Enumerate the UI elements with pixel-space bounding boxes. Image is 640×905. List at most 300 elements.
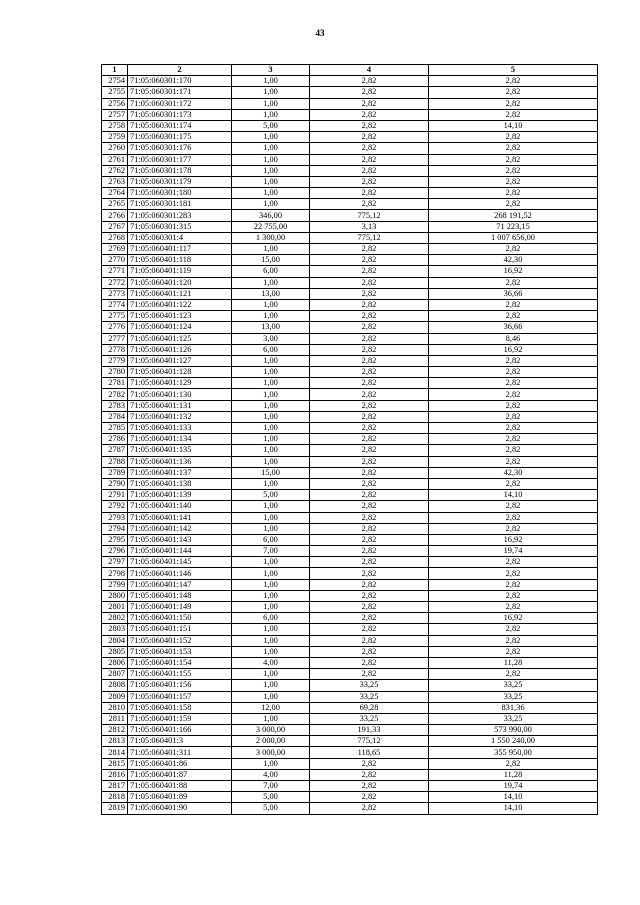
table-row bbox=[102, 702, 598, 713]
value-cell: 33,25 bbox=[429, 713, 598, 724]
rate-cell: 2,82 bbox=[310, 546, 429, 557]
rate-cell: 2,82 bbox=[310, 244, 429, 255]
area-cell: 4,00 bbox=[232, 769, 310, 780]
cadastral-number-cell: 71:05:060301:180 bbox=[128, 188, 232, 199]
rate-cell: 2,82 bbox=[310, 579, 429, 590]
row-number-cell: 2786 bbox=[102, 434, 128, 445]
cadastral-number-cell: 71:05:060401:118 bbox=[128, 255, 232, 266]
table-row bbox=[102, 758, 598, 769]
row-number-cell: 2808 bbox=[102, 680, 128, 691]
cadastral-number-cell: 71:05:060401:124 bbox=[128, 322, 232, 333]
table-row bbox=[102, 311, 598, 322]
cadastral-number-cell: 71:05:060301:170 bbox=[128, 76, 232, 87]
value-cell: 2,82 bbox=[429, 76, 598, 87]
cadastral-number-cell: 71:05:060301:4 bbox=[128, 232, 232, 243]
table-row bbox=[102, 646, 598, 657]
value-cell: 2,82 bbox=[429, 311, 598, 322]
row-number-cell: 2766 bbox=[102, 210, 128, 221]
value-cell: 2,82 bbox=[429, 669, 598, 680]
area-cell: 1,00 bbox=[232, 244, 310, 255]
row-number-cell: 2811 bbox=[102, 713, 128, 724]
value-cell: 71 223,15 bbox=[429, 221, 598, 232]
table-row bbox=[102, 445, 598, 456]
area-cell: 15,00 bbox=[232, 467, 310, 478]
table-row bbox=[102, 288, 598, 299]
cadastral-number-cell: 71:05:060401:90 bbox=[128, 803, 232, 814]
value-cell: 2,82 bbox=[429, 456, 598, 467]
row-number-cell: 2792 bbox=[102, 501, 128, 512]
table-row bbox=[102, 546, 598, 557]
table-row bbox=[102, 400, 598, 411]
row-number-cell: 2771 bbox=[102, 266, 128, 277]
area-cell: 1,00 bbox=[232, 411, 310, 422]
row-number-cell: 2801 bbox=[102, 602, 128, 613]
cadastral-number-cell: 71:05:060301:178 bbox=[128, 165, 232, 176]
value-cell: 2,82 bbox=[429, 602, 598, 613]
table-row bbox=[102, 266, 598, 277]
area-cell: 1,00 bbox=[232, 367, 310, 378]
cadastral-number-cell: 71:05:060401:86 bbox=[128, 758, 232, 769]
value-cell: 355 950,00 bbox=[429, 747, 598, 758]
rate-cell: 2,82 bbox=[310, 143, 429, 154]
table-row bbox=[102, 669, 598, 680]
table-row bbox=[102, 534, 598, 545]
row-number-cell: 2777 bbox=[102, 333, 128, 344]
row-number-cell: 2793 bbox=[102, 512, 128, 523]
rate-cell: 2,82 bbox=[310, 277, 429, 288]
table-row bbox=[102, 87, 598, 98]
rate-cell: 33,25 bbox=[310, 713, 429, 724]
table-row bbox=[102, 143, 598, 154]
cadastral-number-cell: 71:05:060401:129 bbox=[128, 378, 232, 389]
cadastral-number-cell: 71:05:060401:152 bbox=[128, 635, 232, 646]
rate-cell: 2,82 bbox=[310, 758, 429, 769]
rate-cell: 2,82 bbox=[310, 400, 429, 411]
table-row bbox=[102, 781, 598, 792]
cadastral-number-cell: 71:05:060401:134 bbox=[128, 434, 232, 445]
rate-cell: 2,82 bbox=[310, 512, 429, 523]
row-number-cell: 2794 bbox=[102, 523, 128, 534]
area-cell: 1,00 bbox=[232, 299, 310, 310]
rate-cell: 2,82 bbox=[310, 154, 429, 165]
cadastral-number-cell: 71:05:060401:126 bbox=[128, 344, 232, 355]
rate-cell: 2,82 bbox=[310, 523, 429, 534]
area-cell: 1,00 bbox=[232, 423, 310, 434]
rate-cell: 118,65 bbox=[310, 747, 429, 758]
area-cell: 1 300,00 bbox=[232, 232, 310, 243]
cadastral-number-cell: 71:05:060401:131 bbox=[128, 400, 232, 411]
value-cell: 2,82 bbox=[429, 244, 598, 255]
table-row bbox=[102, 98, 598, 109]
area-cell: 1,00 bbox=[232, 523, 310, 534]
row-number-cell: 2764 bbox=[102, 188, 128, 199]
rate-cell: 2,82 bbox=[310, 624, 429, 635]
table-row bbox=[102, 322, 598, 333]
row-number-cell: 2769 bbox=[102, 244, 128, 255]
area-cell: 7,00 bbox=[232, 781, 310, 792]
value-cell: 2,82 bbox=[429, 590, 598, 601]
area-cell: 1,00 bbox=[232, 557, 310, 568]
value-cell: 14,10 bbox=[429, 490, 598, 501]
value-cell: 2,82 bbox=[429, 143, 598, 154]
cadastral-number-cell: 71:05:060401:138 bbox=[128, 478, 232, 489]
value-cell: 33,25 bbox=[429, 680, 598, 691]
row-number-cell: 2773 bbox=[102, 288, 128, 299]
table-row bbox=[102, 199, 598, 210]
cadastral-number-cell: 71:05:060401:123 bbox=[128, 311, 232, 322]
rate-cell: 2,82 bbox=[310, 344, 429, 355]
value-cell: 2,82 bbox=[429, 378, 598, 389]
row-number-cell: 2798 bbox=[102, 568, 128, 579]
cadastral-number-cell: 71:05:060301:315 bbox=[128, 221, 232, 232]
area-cell: 1,00 bbox=[232, 691, 310, 702]
area-cell: 13,00 bbox=[232, 288, 310, 299]
value-cell: 2,82 bbox=[429, 109, 598, 120]
rate-cell: 2,82 bbox=[310, 467, 429, 478]
row-number-cell: 2815 bbox=[102, 758, 128, 769]
rate-cell: 2,82 bbox=[310, 299, 429, 310]
row-number-cell: 2809 bbox=[102, 691, 128, 702]
cadastral-number-cell: 71:05:060401:125 bbox=[128, 333, 232, 344]
rate-cell: 2,82 bbox=[310, 423, 429, 434]
rate-cell: 2,82 bbox=[310, 165, 429, 176]
cadastral-number-cell: 71:05:060301:171 bbox=[128, 87, 232, 98]
rate-cell: 2,82 bbox=[310, 534, 429, 545]
cadastral-number-cell: 71:05:060401:135 bbox=[128, 445, 232, 456]
value-cell: 2,82 bbox=[429, 355, 598, 366]
rate-cell: 2,82 bbox=[310, 434, 429, 445]
value-cell: 2,82 bbox=[429, 579, 598, 590]
header-col-3: 3 bbox=[232, 65, 310, 76]
row-number-cell: 2817 bbox=[102, 781, 128, 792]
area-cell: 1,00 bbox=[232, 199, 310, 210]
row-number-cell: 2791 bbox=[102, 490, 128, 501]
rate-cell: 2,82 bbox=[310, 557, 429, 568]
cadastral-number-cell: 71:05:060401:149 bbox=[128, 602, 232, 613]
area-cell: 6,00 bbox=[232, 266, 310, 277]
row-number-cell: 2763 bbox=[102, 176, 128, 187]
area-cell: 1,00 bbox=[232, 311, 310, 322]
row-number-cell: 2772 bbox=[102, 277, 128, 288]
row-number-cell: 2807 bbox=[102, 669, 128, 680]
area-cell: 1,00 bbox=[232, 624, 310, 635]
table-row bbox=[102, 590, 598, 601]
area-cell: 1,00 bbox=[232, 176, 310, 187]
row-number-cell: 2760 bbox=[102, 143, 128, 154]
area-cell: 1,00 bbox=[232, 478, 310, 489]
area-cell: 1,00 bbox=[232, 109, 310, 120]
cadastral-number-cell: 71:05:060401:311 bbox=[128, 747, 232, 758]
table-row bbox=[102, 411, 598, 422]
row-number-cell: 2800 bbox=[102, 590, 128, 601]
table-row bbox=[102, 434, 598, 445]
row-number-cell: 2758 bbox=[102, 120, 128, 131]
table-row bbox=[102, 255, 598, 266]
row-number-cell: 2761 bbox=[102, 154, 128, 165]
area-cell: 6,00 bbox=[232, 344, 310, 355]
cadastral-number-cell: 71:05:060401:122 bbox=[128, 299, 232, 310]
cadastral-number-cell: 71:05:060401:147 bbox=[128, 579, 232, 590]
rate-cell: 2,82 bbox=[310, 657, 429, 668]
value-cell: 2,82 bbox=[429, 389, 598, 400]
table-header-row bbox=[102, 65, 598, 76]
table-row bbox=[102, 512, 598, 523]
area-cell: 15,00 bbox=[232, 255, 310, 266]
cadastral-number-cell: 71:05:060401:142 bbox=[128, 523, 232, 534]
value-cell: 2,82 bbox=[429, 87, 598, 98]
area-cell: 3,00 bbox=[232, 333, 310, 344]
row-number-cell: 2818 bbox=[102, 792, 128, 803]
table-row bbox=[102, 456, 598, 467]
area-cell: 1,00 bbox=[232, 277, 310, 288]
rate-cell: 2,82 bbox=[310, 635, 429, 646]
rate-cell: 775,12 bbox=[310, 210, 429, 221]
cadastral-number-cell: 71:05:060401:130 bbox=[128, 389, 232, 400]
header-col-2: 2 bbox=[128, 65, 232, 76]
area-cell: 1,00 bbox=[232, 434, 310, 445]
table-row bbox=[102, 490, 598, 501]
rate-cell: 2,82 bbox=[310, 132, 429, 143]
rate-cell: 2,82 bbox=[310, 98, 429, 109]
area-cell: 1,00 bbox=[232, 445, 310, 456]
cadastral-number-cell: 71:05:060401:88 bbox=[128, 781, 232, 792]
row-number-cell: 2784 bbox=[102, 411, 128, 422]
rate-cell: 2,82 bbox=[310, 568, 429, 579]
area-cell: 1,00 bbox=[232, 456, 310, 467]
value-cell: 2,82 bbox=[429, 478, 598, 489]
value-cell: 2,82 bbox=[429, 199, 598, 210]
table-row bbox=[102, 803, 598, 814]
cadastral-number-cell: 71:05:060401:133 bbox=[128, 423, 232, 434]
cadastral-number-cell: 71:05:060301:283 bbox=[128, 210, 232, 221]
table-row bbox=[102, 713, 598, 724]
rate-cell: 2,82 bbox=[310, 501, 429, 512]
row-number-cell: 2806 bbox=[102, 657, 128, 668]
value-cell: 2,82 bbox=[429, 132, 598, 143]
row-number-cell: 2797 bbox=[102, 557, 128, 568]
row-number-cell: 2767 bbox=[102, 221, 128, 232]
cadastral-number-cell: 71:05:060401:117 bbox=[128, 244, 232, 255]
value-cell: 42,30 bbox=[429, 255, 598, 266]
area-cell: 1,00 bbox=[232, 188, 310, 199]
header-col-1: 1 bbox=[102, 65, 128, 76]
value-cell: 2,82 bbox=[429, 299, 598, 310]
value-cell: 2,82 bbox=[429, 557, 598, 568]
rate-cell: 2,82 bbox=[310, 266, 429, 277]
table-row bbox=[102, 188, 598, 199]
value-cell: 2,82 bbox=[429, 512, 598, 523]
row-number-cell: 2759 bbox=[102, 132, 128, 143]
row-number-cell: 2781 bbox=[102, 378, 128, 389]
table-row bbox=[102, 277, 598, 288]
table-row bbox=[102, 367, 598, 378]
rate-cell: 2,82 bbox=[310, 456, 429, 467]
rate-cell: 2,82 bbox=[310, 389, 429, 400]
rate-cell: 2,82 bbox=[310, 792, 429, 803]
value-cell: 2,82 bbox=[429, 423, 598, 434]
area-cell: 6,00 bbox=[232, 534, 310, 545]
cadastral-number-cell: 71:05:060401:158 bbox=[128, 702, 232, 713]
rate-cell: 775,12 bbox=[310, 736, 429, 747]
area-cell: 1,00 bbox=[232, 143, 310, 154]
row-number-cell: 2775 bbox=[102, 311, 128, 322]
value-cell: 16,92 bbox=[429, 344, 598, 355]
row-number-cell: 2789 bbox=[102, 467, 128, 478]
row-number-cell: 2795 bbox=[102, 534, 128, 545]
rate-cell: 2,82 bbox=[310, 109, 429, 120]
area-cell: 1,00 bbox=[232, 165, 310, 176]
page-number: 43 bbox=[315, 28, 325, 38]
table-row bbox=[102, 165, 598, 176]
cadastral-number-cell: 71:05:060401:148 bbox=[128, 590, 232, 601]
row-number-cell: 2787 bbox=[102, 445, 128, 456]
row-number-cell: 2796 bbox=[102, 546, 128, 557]
row-number-cell: 2755 bbox=[102, 87, 128, 98]
row-number-cell: 2812 bbox=[102, 725, 128, 736]
value-cell: 2,82 bbox=[429, 523, 598, 534]
rate-cell: 33,25 bbox=[310, 680, 429, 691]
cadastral-number-cell: 71:05:060401:137 bbox=[128, 467, 232, 478]
area-cell: 5,00 bbox=[232, 120, 310, 131]
row-number-cell: 2810 bbox=[102, 702, 128, 713]
rate-cell: 2,82 bbox=[310, 781, 429, 792]
table-row bbox=[102, 467, 598, 478]
value-cell: 2,82 bbox=[429, 434, 598, 445]
table-row bbox=[102, 635, 598, 646]
table-row bbox=[102, 244, 598, 255]
rate-cell: 2,82 bbox=[310, 176, 429, 187]
cadastral-number-cell: 71:05:060401:3 bbox=[128, 736, 232, 747]
rate-cell: 2,82 bbox=[310, 199, 429, 210]
table-row bbox=[102, 613, 598, 624]
table-row bbox=[102, 557, 598, 568]
value-cell: 2,82 bbox=[429, 758, 598, 769]
cadastral-number-cell: 71:05:060401:150 bbox=[128, 613, 232, 624]
row-number-cell: 2774 bbox=[102, 299, 128, 310]
value-cell: 1 550 240,00 bbox=[429, 736, 598, 747]
cadastral-number-cell: 71:05:060401:121 bbox=[128, 288, 232, 299]
row-number-cell: 2765 bbox=[102, 199, 128, 210]
rate-cell: 2,82 bbox=[310, 803, 429, 814]
cadastral-number-cell: 71:05:060401:140 bbox=[128, 501, 232, 512]
cadastral-number-cell: 71:05:060401:143 bbox=[128, 534, 232, 545]
table-row bbox=[102, 176, 598, 187]
table-row bbox=[102, 523, 598, 534]
table-row bbox=[102, 333, 598, 344]
cadastral-number-cell: 71:05:060401:166 bbox=[128, 725, 232, 736]
data-table bbox=[101, 64, 598, 815]
value-cell: 14,10 bbox=[429, 803, 598, 814]
cadastral-number-cell: 71:05:060401:155 bbox=[128, 669, 232, 680]
cadastral-number-cell: 71:05:060401:144 bbox=[128, 546, 232, 557]
row-number-cell: 2782 bbox=[102, 389, 128, 400]
table-row bbox=[102, 389, 598, 400]
row-number-cell: 2776 bbox=[102, 322, 128, 333]
rate-cell: 2,82 bbox=[310, 769, 429, 780]
area-cell: 5,00 bbox=[232, 490, 310, 501]
value-cell: 33,25 bbox=[429, 691, 598, 702]
area-cell: 1,00 bbox=[232, 579, 310, 590]
table-row bbox=[102, 355, 598, 366]
value-cell: 831,36 bbox=[429, 702, 598, 713]
table-row bbox=[102, 154, 598, 165]
table-row bbox=[102, 624, 598, 635]
header-col-5: 5 bbox=[429, 65, 598, 76]
row-number-cell: 2783 bbox=[102, 400, 128, 411]
table-row bbox=[102, 210, 598, 221]
value-cell: 2,82 bbox=[429, 635, 598, 646]
value-cell: 2,82 bbox=[429, 277, 598, 288]
value-cell: 11,28 bbox=[429, 769, 598, 780]
rate-cell: 2,82 bbox=[310, 87, 429, 98]
cadastral-number-cell: 71:05:060401:156 bbox=[128, 680, 232, 691]
cadastral-number-cell: 71:05:060401:132 bbox=[128, 411, 232, 422]
cadastral-number-cell: 71:05:060401:146 bbox=[128, 568, 232, 579]
area-cell: 3 000,00 bbox=[232, 747, 310, 758]
rate-cell: 775,12 bbox=[310, 232, 429, 243]
rate-cell: 2,82 bbox=[310, 378, 429, 389]
area-cell: 1,00 bbox=[232, 76, 310, 87]
cadastral-number-cell: 71:05:060301:175 bbox=[128, 132, 232, 143]
value-cell: 2,82 bbox=[429, 445, 598, 456]
area-cell: 1,00 bbox=[232, 355, 310, 366]
area-cell: 1,00 bbox=[232, 501, 310, 512]
header-col-4: 4 bbox=[310, 65, 429, 76]
table-row bbox=[102, 579, 598, 590]
rate-cell: 2,82 bbox=[310, 613, 429, 624]
value-cell: 2,82 bbox=[429, 188, 598, 199]
cadastral-number-cell: 71:05:060401:151 bbox=[128, 624, 232, 635]
table-row bbox=[102, 76, 598, 87]
table-row bbox=[102, 221, 598, 232]
area-cell: 4,00 bbox=[232, 657, 310, 668]
cadastral-number-cell: 71:05:060401:120 bbox=[128, 277, 232, 288]
rate-cell: 2,82 bbox=[310, 590, 429, 601]
rate-cell: 2,82 bbox=[310, 646, 429, 657]
area-cell: 1,00 bbox=[232, 154, 310, 165]
area-cell: 1,00 bbox=[232, 400, 310, 411]
rate-cell: 2,82 bbox=[310, 367, 429, 378]
value-cell: 36,66 bbox=[429, 322, 598, 333]
rate-cell: 191,33 bbox=[310, 725, 429, 736]
table-row bbox=[102, 769, 598, 780]
cadastral-number-cell: 71:05:060301:179 bbox=[128, 176, 232, 187]
value-cell: 14,10 bbox=[429, 792, 598, 803]
area-cell: 1,00 bbox=[232, 635, 310, 646]
cadastral-number-cell: 71:05:060401:127 bbox=[128, 355, 232, 366]
cadastral-number-cell: 71:05:060401:89 bbox=[128, 792, 232, 803]
area-cell: 22 755,00 bbox=[232, 221, 310, 232]
table-row bbox=[102, 232, 598, 243]
rate-cell: 2,82 bbox=[310, 445, 429, 456]
area-cell: 1,00 bbox=[232, 713, 310, 724]
value-cell: 2,82 bbox=[429, 411, 598, 422]
cadastral-number-cell: 71:05:060301:177 bbox=[128, 154, 232, 165]
row-number-cell: 2803 bbox=[102, 624, 128, 635]
value-cell: 268 191,52 bbox=[429, 210, 598, 221]
row-number-cell: 2757 bbox=[102, 109, 128, 120]
table-row bbox=[102, 747, 598, 758]
value-cell: 2,82 bbox=[429, 400, 598, 411]
value-cell: 42,30 bbox=[429, 467, 598, 478]
value-cell: 2,82 bbox=[429, 154, 598, 165]
area-cell: 1,00 bbox=[232, 389, 310, 400]
cadastral-number-cell: 71:05:060401:157 bbox=[128, 691, 232, 702]
cadastral-number-cell: 71:05:060301:174 bbox=[128, 120, 232, 131]
value-cell: 2,82 bbox=[429, 165, 598, 176]
cadastral-number-cell: 71:05:060401:119 bbox=[128, 266, 232, 277]
area-cell: 1,00 bbox=[232, 758, 310, 769]
